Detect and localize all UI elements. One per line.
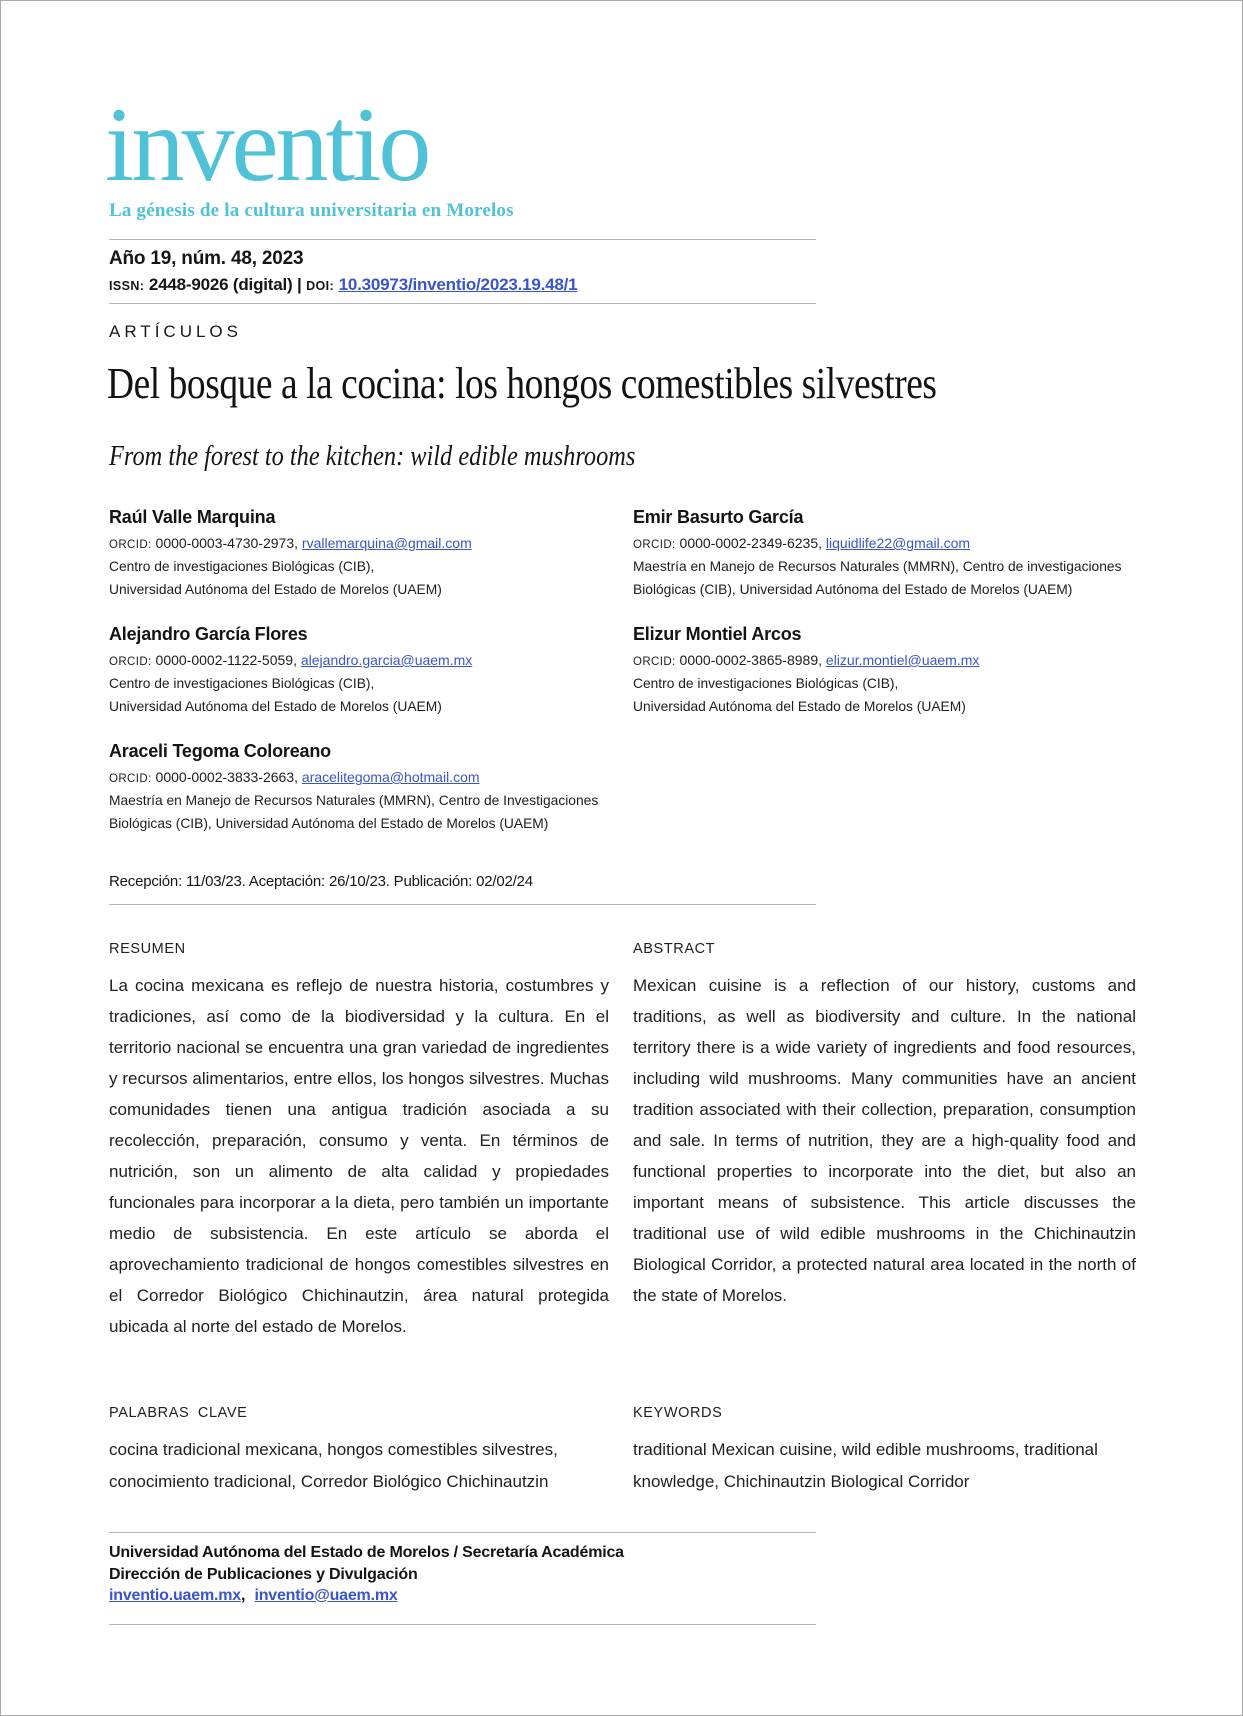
orcid-value: 0000-0002-1122-5059,: [155, 652, 297, 668]
affiliation-line: Maestría en Manejo de Recursos Naturales (MMRN), Centro de Investigaciones: [109, 793, 599, 808]
author-email-link[interactable]: alejandro.garcia@uaem.mx: [300, 652, 473, 668]
doi-label: DOI:: [306, 279, 335, 293]
orcid-value: 0000-0002-2349-6235,: [679, 535, 823, 551]
author-orcid-line: [633, 649, 1153, 673]
journal-tagline: La génesis de la cultura universitaria en Morelos: [109, 200, 514, 221]
resumen-heading: RESUMEN: [109, 941, 186, 957]
article-title: Del bosque a la cocina: los hongos comestibles silvestres: [107, 359, 937, 408]
affiliation-line: Centro de investigaciones Biológicas (CIB),: [109, 676, 375, 691]
article-title-translation: From the forest to the kitchen: wild edible mushrooms: [109, 441, 636, 472]
affiliation-line: Centro de investigaciones Biológicas (CIB),: [109, 559, 375, 574]
affiliation-line: Universidad Autónoma del Estado de Morelos (UAEM): [109, 581, 442, 597]
author-email-link[interactable]: aracelitegoma@hotmail.com: [301, 769, 480, 785]
issue-info: [109, 247, 577, 298]
abstract-text: Mexican cuisine is a reflection of our history, customs and traditions, as well as biodiversity and culture. In the national territory there is a wide variety of ingredients and food resources, including wild mushrooms. Many communities have an ancient tradition associated with their collection, preparation, consumption and sale. In terms of nutrition, they are a high-quality food and functional properties to incorporate into the diet, but also an important means of subsistence. This article discusses the traditional use of wild edible mushrooms in the Chichinautzin Biological Corridor, a protected natural area located in the north of the state of Morelos.: [633, 976, 1136, 1305]
issn-doi-line: [109, 273, 577, 298]
palabras-clave-section: [109, 1405, 609, 1498]
author-orcid-line: [109, 532, 629, 556]
abstract-heading: ABSTRACT: [633, 941, 716, 957]
orcid-label: ORCID:: [109, 656, 152, 668]
footer: [109, 1542, 624, 1607]
keywords-text: traditional Mexican cuisine, wild edible mushrooms, traditional knowledge, Chichinautzin Biological Corridor: [633, 1440, 1098, 1491]
keywords-heading: KEYWORDS: [633, 1405, 723, 1421]
author-block-elizur-montiel-arcos: [633, 623, 1153, 718]
author-orcid-line: [109, 766, 629, 790]
author-block-raul-valle-marquina: [109, 506, 629, 601]
author-block-araceli-tegoma-coloreano: [109, 740, 629, 835]
author-email-link[interactable]: elizur.montiel@uaem.mx: [825, 652, 980, 668]
author-name: Araceli Tegoma Coloreano: [109, 741, 331, 761]
keywords-section: [633, 1405, 1136, 1498]
author-email-link[interactable]: liquidlife22@gmail.com: [825, 535, 971, 551]
issn-value: 2448-9026 (digital): [148, 275, 293, 294]
orcid-value: 0000-0003-4730-2973,: [155, 535, 299, 551]
orcid-value: 0000-0002-3833-2663,: [155, 769, 299, 785]
orcid-label: ORCID:: [633, 656, 676, 668]
orcid-value: 0000-0002-3865-8989,: [679, 652, 823, 668]
resumen-section: [109, 941, 609, 1342]
author-name: Emir Basurto García: [633, 507, 804, 527]
footer-links-line: [109, 1585, 624, 1607]
author-name: Elizur Montiel Arcos: [633, 624, 802, 644]
author-block-alejandro-garcia-flores: [109, 623, 629, 718]
palabras-clave-text: cocina tradicional mexicana, hongos comestibles silvestres, conocimiento tradicional, Corredor Biológico Chichinautzin: [109, 1440, 558, 1491]
divider-under-brand: [109, 239, 816, 240]
divider-below-footer: [109, 1624, 816, 1625]
orcid-label: ORCID:: [109, 773, 152, 785]
affiliation-line: Centro de investigaciones Biológicas (CIB),: [633, 676, 899, 691]
affiliation-line: Maestría en Manejo de Recursos Naturales (MMRN), Centro de investigaciones: [633, 559, 1122, 574]
divider-above-abstract: [109, 904, 816, 905]
footer-link-separator: ,: [240, 1587, 246, 1604]
doi-link[interactable]: 10.30973/inventio/2023.19.48/1: [338, 275, 578, 294]
affiliation-line: Universidad Autónoma del Estado de Morelos (UAEM): [109, 698, 442, 714]
footer-email-link[interactable]: inventio@uaem.mx: [254, 1587, 398, 1604]
affiliation-line: Biológicas (CIB), Universidad Autónoma del Estado de Morelos (UAEM): [633, 581, 1073, 597]
dates-line: Recepción: 11/03/23. Aceptación: 26/10/23. Publicación: 02/02/24: [109, 873, 533, 890]
resumen-text: La cocina mexicana es reflejo de nuestra historia, costumbres y tradiciones, así como de la biodiversidad y la cultura. En el territorio nacional se encuentra una gran variedad de ingredientes y recursos alimentarios, entre ellos, los hongos silvestres. Muchas comunidades tienen una antigua tradición asociada a su recolección, preparación, consumo y venta. En términos de nutrición, son un alimento de alta calidad y propiedades funcionales para incorporar a la dieta, pero también un importante medio de subsistencia. En este artículo se aborda el aprovechamiento tradicional de hongos comestibles silvestres en el Corredor Biológico Chichinautzin, área natural protegida ubicada al norte del estado de Morelos.: [109, 976, 609, 1336]
author-name: Raúl Valle Marquina: [109, 507, 276, 527]
abstract-section: [633, 941, 1136, 1311]
footer-site-link[interactable]: inventio.uaem.mx: [109, 1587, 241, 1604]
orcid-label: ORCID:: [633, 539, 676, 551]
orcid-label: ORCID:: [109, 539, 152, 551]
issn-label: ISSN:: [109, 279, 145, 293]
affiliation-line: Universidad Autónoma del Estado de Morelos (UAEM): [633, 698, 966, 714]
author-orcid-line: [109, 649, 629, 673]
author-email-link[interactable]: rvallemarquina@gmail.com: [301, 535, 472, 551]
affiliation-line: Biológicas (CIB), Universidad Autónoma del Estado de Morelos (UAEM): [109, 815, 549, 831]
author-orcid-line: [633, 532, 1153, 556]
author-block-emir-basurto-garcia: [633, 506, 1153, 601]
footer-institution-line: Universidad Autónoma del Estado de Morelos / Secretaría Académica: [109, 1544, 624, 1561]
divider-above-footer: [109, 1532, 816, 1533]
divider-under-issue: [109, 303, 816, 304]
issue-edition: Año 19, núm. 48, 2023: [109, 248, 304, 269]
footer-department-line: Dirección de Publicaciones y Divulgación: [109, 1565, 418, 1583]
palabras-clave-heading: PALABRAS CLAVE: [109, 1405, 248, 1421]
section-label: ARTÍCULOS: [109, 322, 242, 341]
journal-logo: inventio: [105, 86, 429, 203]
divider-pipe: |: [297, 275, 302, 294]
author-name: Alejandro García Flores: [109, 624, 308, 644]
